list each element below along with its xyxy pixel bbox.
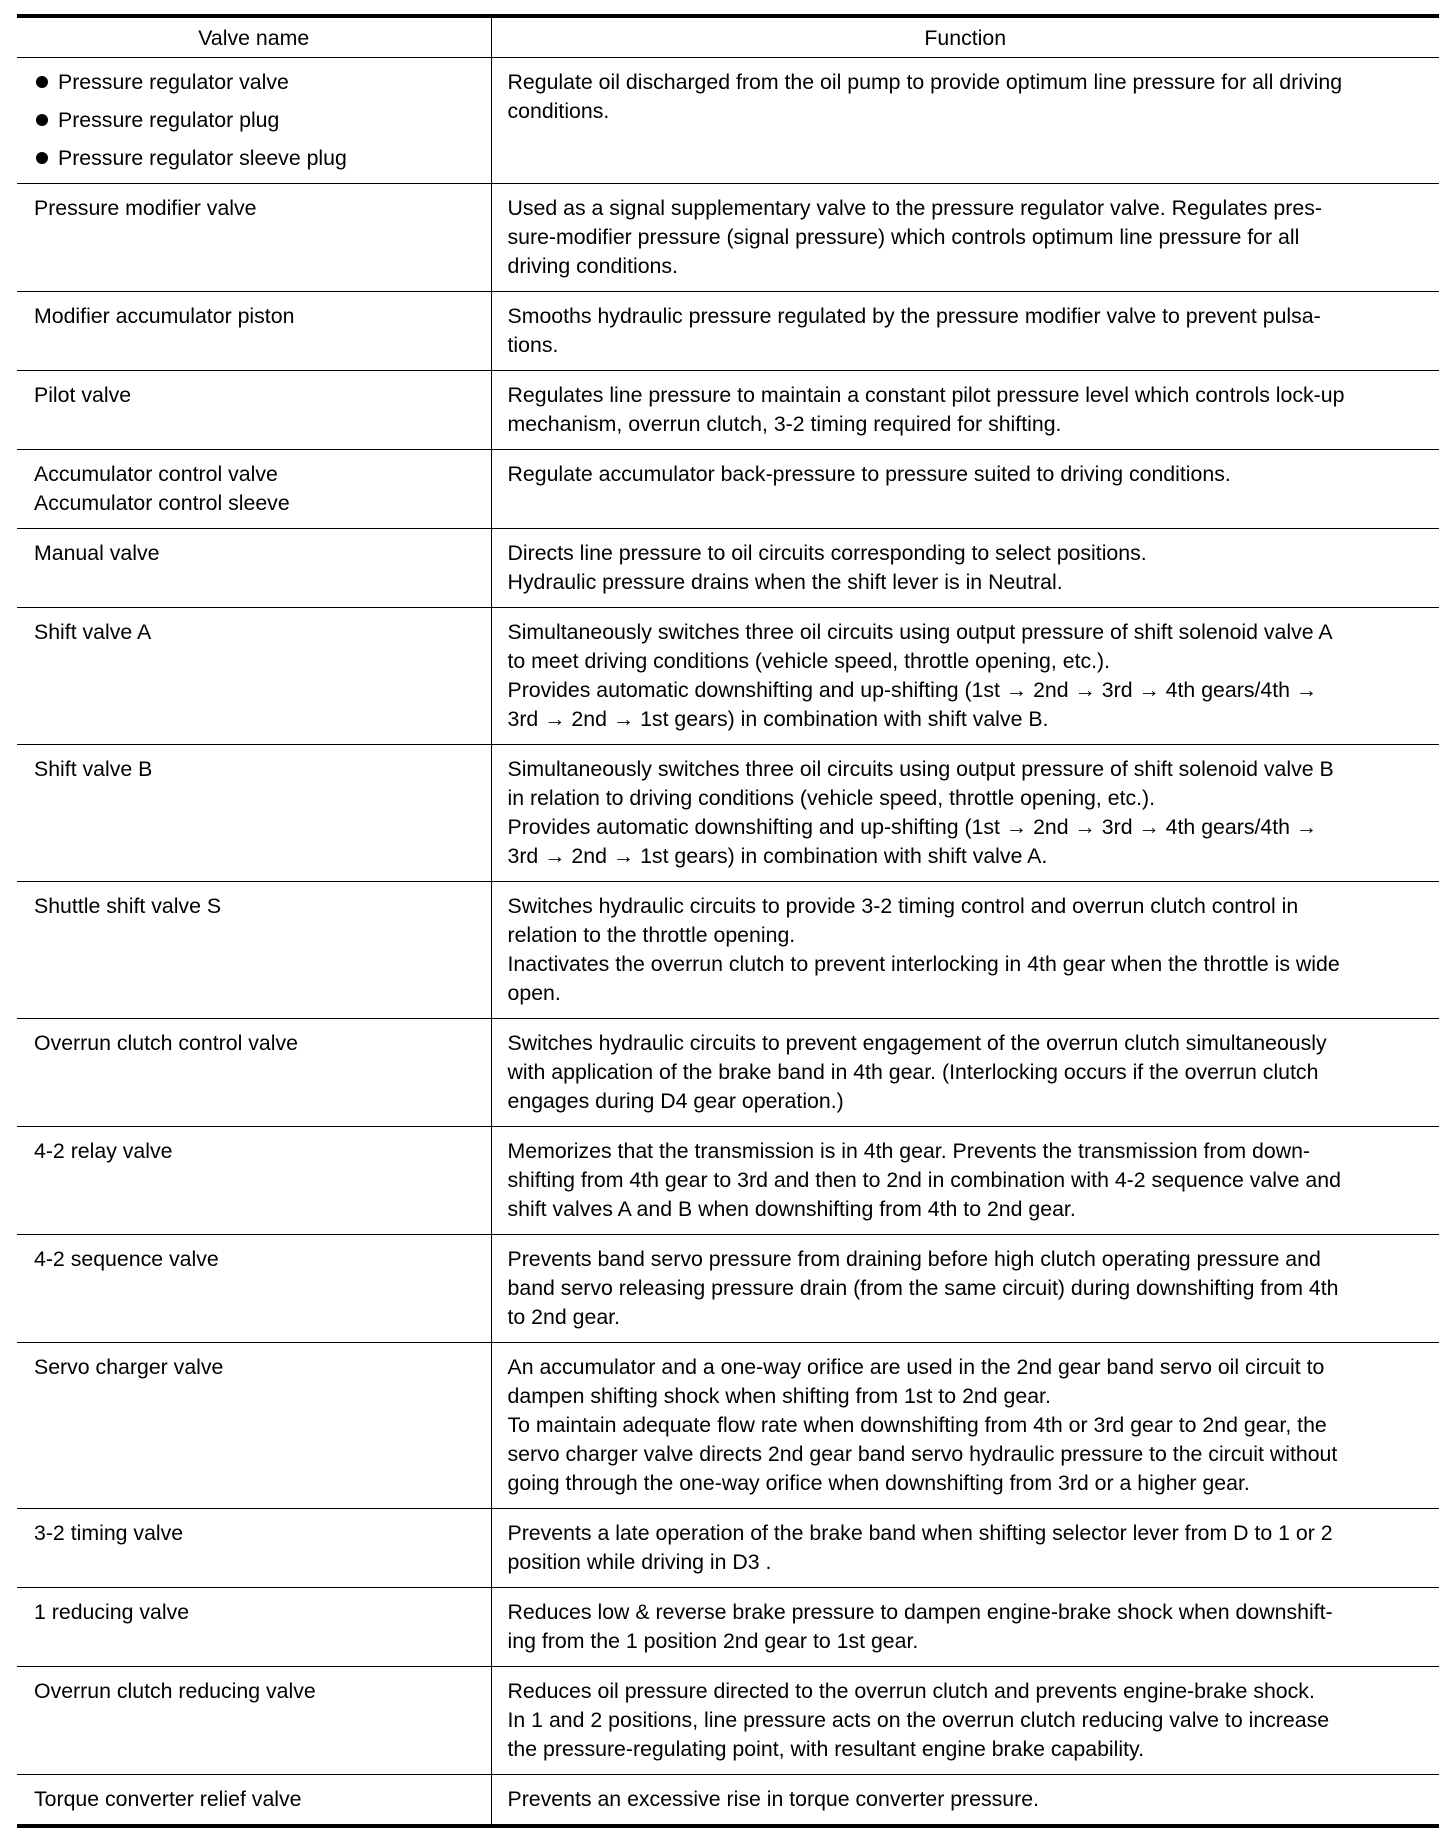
- valve-name-bullet-item: [34, 106, 481, 135]
- valve-name-bullet-list: [34, 68, 481, 173]
- valve-name-text: 1 reducing valve: [34, 1599, 190, 1624]
- function-text-line: driving conditions.: [507, 253, 678, 278]
- valve-name-cell: [17, 744, 491, 881]
- bullet-dot-icon: [36, 76, 48, 88]
- function-text-line: with application of the brake band in 4th gear. (Interlocking occurs if the overrun clutch: [507, 1059, 1319, 1084]
- function-text-line: Prevents an excessive rise in torque converter pressure.: [507, 1786, 1039, 1811]
- function-text-line: position while driving in D3 .: [507, 1549, 772, 1574]
- valve-name-text: Pressure modifier valve: [34, 195, 257, 220]
- table-row: [17, 449, 1439, 528]
- table-row: [17, 528, 1439, 607]
- valve-function-table-wrapper: [17, 14, 1439, 1828]
- valve-name-cell: [17, 183, 491, 291]
- table-row: [17, 1342, 1439, 1508]
- valve-name-cell: [17, 1666, 491, 1774]
- valve-name-text: Overrun clutch reducing valve: [34, 1678, 316, 1703]
- valve-name-text: 4-2 relay valve: [34, 1138, 173, 1163]
- function-cell: [491, 183, 1439, 291]
- function-cell: [491, 744, 1439, 881]
- valve-name-text: Manual valve: [34, 540, 160, 565]
- valve-name-cell: [17, 1508, 491, 1587]
- function-text-line: engages during D4 gear operation.): [507, 1088, 844, 1113]
- function-cell: [491, 449, 1439, 528]
- table-row: [17, 1666, 1439, 1774]
- function-text-line: ing from the 1 position 2nd gear to 1st gear.: [507, 1628, 919, 1653]
- function-text-line: servo charger valve directs 2nd gear band servo hydraulic pressure to the circuit without: [507, 1441, 1338, 1466]
- valve-name-text: Accumulator control sleeve: [34, 490, 290, 515]
- table-body: [17, 57, 1439, 1826]
- function-text-line: Smooths hydraulic pressure regulated by the pressure modifier valve to prevent pulsa-: [507, 303, 1321, 328]
- bullet-dot-icon: [36, 114, 48, 126]
- function-text-line: tions.: [507, 332, 559, 357]
- valve-name-text: Overrun clutch control valve: [34, 1030, 298, 1055]
- function-cell: [491, 1234, 1439, 1342]
- function-text-line: Reduces low & reverse brake pressure to dampen engine-brake shock when downshift-: [507, 1599, 1333, 1624]
- table-row: [17, 1774, 1439, 1826]
- valve-name-cell: [17, 449, 491, 528]
- valve-name-text: 4-2 sequence valve: [34, 1246, 219, 1271]
- function-text-line: going through the one-way orifice when downshifting from 3rd or a higher gear.: [507, 1470, 1250, 1495]
- function-text-line: Regulate accumulator back-pressure to pressure suited to driving conditions.: [507, 461, 1231, 486]
- valve-name-cell: [17, 1587, 491, 1666]
- table-row: [17, 57, 1439, 183]
- function-text-line: to meet driving conditions (vehicle speed, throttle opening, etc.).: [507, 648, 1111, 673]
- function-cell: [491, 1126, 1439, 1234]
- function-cell: [491, 881, 1439, 1018]
- valve-name-text: Accumulator control valve: [34, 461, 278, 486]
- function-cell: [491, 1774, 1439, 1826]
- function-text-line: mechanism, overrun clutch, 3-2 timing required for shifting.: [507, 411, 1062, 436]
- table-row: [17, 1126, 1439, 1234]
- valve-name-text: Pressure regulator valve: [58, 69, 289, 94]
- function-text-line: Switches hydraulic circuits to prevent engagement of the overrun clutch simultaneously: [507, 1030, 1327, 1055]
- function-text-line: conditions.: [507, 98, 610, 123]
- valve-name-text: Shuttle shift valve S: [34, 893, 222, 918]
- valve-name-text: Modifier accumulator piston: [34, 303, 295, 328]
- valve-name-cell: [17, 528, 491, 607]
- function-text-line: Prevents a late operation of the brake band when shifting selector lever from D to 1 or 2: [507, 1520, 1333, 1545]
- table-row: [17, 744, 1439, 881]
- valve-name-text: Shift valve A: [34, 619, 152, 644]
- function-cell: [491, 1508, 1439, 1587]
- valve-name-bullet-item: [34, 144, 481, 173]
- column-header-valve-name: Valve name: [17, 16, 491, 57]
- valve-name-text: Pressure regulator plug: [58, 107, 280, 132]
- valve-name-cell: [17, 1342, 491, 1508]
- function-text-line: In 1 and 2 positions, line pressure acts on the overrun clutch reducing valve to increase: [507, 1707, 1330, 1732]
- function-text-line: Used as a signal supplementary valve to the pressure regulator valve. Regulates pres-: [507, 195, 1322, 220]
- function-cell: [491, 370, 1439, 449]
- function-text-line: Memorizes that the transmission is in 4th gear. Prevents the transmission from down-: [507, 1138, 1311, 1163]
- column-header-function: Function: [491, 16, 1439, 57]
- table-row: [17, 607, 1439, 744]
- table-header-row: [17, 16, 1439, 57]
- function-text-line: Regulate oil discharged from the oil pump to provide optimum line pressure for all driving: [507, 69, 1343, 94]
- table-row: [17, 183, 1439, 291]
- valve-name-bullet-item: [34, 68, 481, 97]
- valve-function-table: [17, 14, 1439, 1828]
- function-text-line: An accumulator and a one-way orifice are used in the 2nd gear band servo oil circuit to: [507, 1354, 1325, 1379]
- function-cell: [491, 57, 1439, 183]
- table-row: [17, 291, 1439, 370]
- table-row: [17, 370, 1439, 449]
- valve-name-cell: [17, 881, 491, 1018]
- function-text-line: shifting from 4th gear to 3rd and then to 2nd in combination with 4-2 sequence valve and: [507, 1167, 1341, 1192]
- function-text-line: dampen shifting shock when shifting from 1st to 2nd gear.: [507, 1383, 1051, 1408]
- table-row: [17, 1508, 1439, 1587]
- valve-name-cell: [17, 1774, 491, 1826]
- valve-name-cell: [17, 1234, 491, 1342]
- valve-name-cell: [17, 291, 491, 370]
- valve-name-cell: [17, 57, 491, 183]
- valve-name-text: Pilot valve: [34, 382, 132, 407]
- function-text-line: to 2nd gear.: [507, 1304, 620, 1329]
- function-text-line: shift valves A and B when downshifting from 4th to 2nd gear.: [507, 1196, 1076, 1221]
- function-text-line: 3rd → 2nd → 1st gears) in combination with shift valve A.: [507, 843, 1048, 868]
- function-text-line: Provides automatic downshifting and up-shifting (1st → 2nd → 3rd → 4th gears/4th →: [507, 814, 1318, 839]
- valve-name-cell: [17, 1126, 491, 1234]
- valve-name-text: 3-2 timing valve: [34, 1520, 184, 1545]
- function-cell: [491, 1342, 1439, 1508]
- valve-name-text: Torque converter relief valve: [34, 1786, 302, 1811]
- valve-name-text: Servo charger valve: [34, 1354, 224, 1379]
- function-cell: [491, 1666, 1439, 1774]
- table-row: [17, 1234, 1439, 1342]
- function-text-line: Reduces oil pressure directed to the overrun clutch and prevents engine-brake shock.: [507, 1678, 1315, 1703]
- function-text-line: Prevents band servo pressure from draining before high clutch operating pressure and: [507, 1246, 1321, 1271]
- function-text-line: Hydraulic pressure drains when the shift lever is in Neutral.: [507, 569, 1063, 594]
- function-text-line: sure-modifier pressure (signal pressure) which controls optimum line pressure for all: [507, 224, 1300, 249]
- table-row: [17, 881, 1439, 1018]
- function-text-line: Switches hydraulic circuits to provide 3-2 timing control and overrun clutch control in: [507, 893, 1299, 918]
- valve-name-text: Pressure regulator sleeve plug: [58, 145, 347, 170]
- valve-name-cell: [17, 370, 491, 449]
- function-text-line: Inactivates the overrun clutch to prevent interlocking in 4th gear when the throttle is wide: [507, 951, 1340, 976]
- function-text-line: Regulates line pressure to maintain a constant pilot pressure level which controls lock-up: [507, 382, 1345, 407]
- valve-name-cell: [17, 1018, 491, 1126]
- function-text-line: Directs line pressure to oil circuits corresponding to select positions.: [507, 540, 1147, 565]
- function-text-line: Simultaneously switches three oil circuits using output pressure of shift solenoid valve B: [507, 756, 1334, 781]
- valve-name-cell: [17, 607, 491, 744]
- table-row: [17, 1587, 1439, 1666]
- table-row: [17, 1018, 1439, 1126]
- function-cell: [491, 291, 1439, 370]
- function-cell: [491, 1587, 1439, 1666]
- valve-name-text: Shift valve B: [34, 756, 153, 781]
- bullet-dot-icon: [36, 152, 48, 164]
- function-text-line: in relation to driving conditions (vehicle speed, throttle opening, etc.).: [507, 785, 1156, 810]
- function-text-line: band servo releasing pressure drain (from the same circuit) during downshifting from 4th: [507, 1275, 1339, 1300]
- function-text-line: open.: [507, 980, 561, 1005]
- function-text-line: Simultaneously switches three oil circuits using output pressure of shift solenoid valve A: [507, 619, 1333, 644]
- function-text-line: 3rd → 2nd → 1st gears) in combination with shift valve B.: [507, 706, 1049, 731]
- function-text-line: To maintain adequate flow rate when downshifting from 4th or 3rd gear to 2nd gear, the: [507, 1412, 1327, 1437]
- function-text-line: the pressure-regulating point, with resultant engine brake capability.: [507, 1736, 1145, 1761]
- function-text-line: Provides automatic downshifting and up-shifting (1st → 2nd → 3rd → 4th gears/4th →: [507, 677, 1318, 702]
- function-cell: [491, 528, 1439, 607]
- function-text-line: relation to the throttle opening.: [507, 922, 796, 947]
- function-cell: [491, 607, 1439, 744]
- function-cell: [491, 1018, 1439, 1126]
